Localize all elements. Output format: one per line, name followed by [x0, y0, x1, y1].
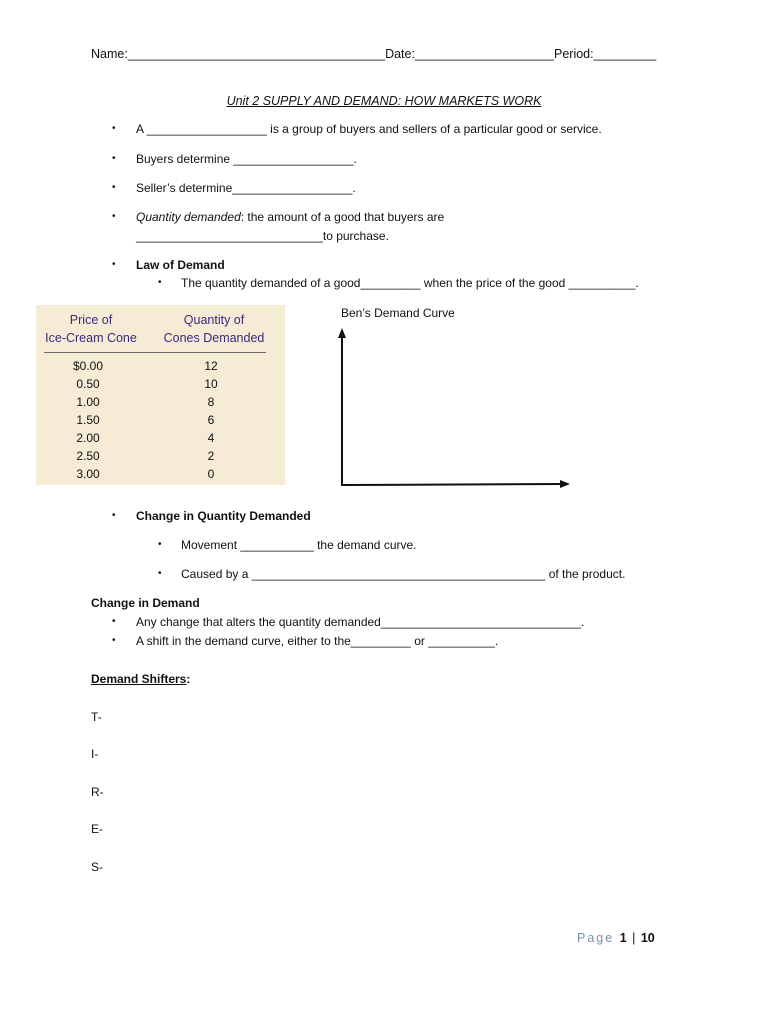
bullet-icon: • [112, 259, 116, 270]
header-line [91, 47, 656, 61]
shifter-i: I- [91, 747, 99, 761]
change-demand-label: Change in Demand [91, 596, 200, 610]
page-word: Page [577, 931, 615, 945]
qd-rest: : the amount of a good that buyers are [240, 210, 445, 224]
demand-shifters-label: Demand Shifters [91, 672, 187, 686]
qd-definition [136, 210, 444, 224]
demand-shifters-heading [91, 672, 190, 686]
bullet-icon: • [112, 153, 116, 164]
market-blank[interactable]: __________________ [146, 122, 267, 136]
sellers-line: Seller’s determine__________________. [136, 181, 356, 195]
change-qd-label: Change in Quantity Demanded [136, 509, 311, 523]
name-blank[interactable]: _____________________________________ [127, 47, 386, 61]
demand-schedule-table [36, 305, 285, 485]
market-rest: is a group of buyers and sellers of a particular good or service. [266, 122, 602, 136]
header-rule [44, 352, 266, 353]
buyers-line: Buyers determine __________________. [136, 152, 357, 166]
qd-term: Quantity demanded [136, 210, 241, 224]
qd-line2: ____________________________to purchase. [136, 229, 389, 243]
page-title: Unit 2 SUPPLY AND DEMAND: HOW MARKETS WORK [226, 94, 542, 108]
page-separator: | [632, 931, 636, 945]
table-cell-quantity: 2 [207, 449, 215, 463]
shifter-s: S- [91, 860, 103, 874]
table-cell-quantity: 6 [207, 413, 215, 427]
chart-title: Ben’s Demand Curve [341, 306, 455, 320]
change-demand-line2: A shift in the demand curve, either to the_________ or __________. [136, 634, 499, 648]
bullet-icon: • [112, 123, 116, 134]
x-axis-arrow-icon [560, 480, 570, 488]
table-cell-price: 1.00 [76, 395, 100, 409]
table-cell-quantity: 10 [204, 377, 218, 391]
table-cell-price: 2.50 [76, 449, 100, 463]
table-cell-quantity: 8 [207, 395, 215, 409]
col-header-quantity: Quantity of Cones Demanded [163, 313, 265, 345]
caused-by-line: Caused by a ____________________________________________ of the product. [181, 567, 626, 581]
demand-curve-axes [336, 326, 576, 492]
page-number: 1 [619, 931, 627, 945]
page-total: 10 [640, 931, 655, 945]
page-footer [577, 931, 655, 945]
sub-bullet-icon: • [158, 539, 162, 550]
table-cell-price: $0.00 [72, 359, 104, 373]
table-cell-quantity: 12 [204, 359, 218, 373]
bullet-icon: • [112, 616, 116, 627]
bullet-icon: • [112, 510, 116, 521]
col-header-price: Price of Ice-Cream Cone [45, 313, 137, 345]
shifter-r: R- [91, 785, 104, 799]
period-label: Period: [554, 47, 594, 61]
bullet-icon: • [112, 211, 116, 222]
sub-bullet-icon: • [158, 277, 162, 288]
period-blank[interactable]: _________ [593, 47, 657, 61]
law-of-demand-label: Law of Demand [136, 258, 225, 272]
table-cell-quantity: 0 [207, 467, 215, 481]
table-cell-price: 2.00 [76, 431, 100, 445]
shifter-e: E- [91, 822, 103, 836]
shifter-t: T- [91, 710, 102, 724]
demand-shifters-colon: : [186, 672, 191, 686]
market-definition [136, 122, 602, 136]
y-axis-arrow-icon [338, 328, 346, 338]
sub-bullet-icon: • [158, 568, 162, 579]
table-cell-price: 1.50 [76, 413, 100, 427]
bullet-icon: • [112, 182, 116, 193]
date-label: Date: [385, 47, 415, 61]
x-axis [341, 484, 562, 485]
law-of-demand-sub: The quantity demanded of a good_________ when the price of the good __________. [181, 276, 639, 290]
date-blank[interactable]: ____________________ [414, 47, 554, 61]
table-cell-price: 0.50 [76, 377, 100, 391]
table-cell-price: 3.00 [76, 467, 100, 481]
name-label: Name: [91, 47, 128, 61]
movement-line: Movement ___________ the demand curve. [181, 538, 417, 552]
bullet-icon: • [112, 635, 116, 646]
change-demand-line1: Any change that alters the quantity demanded______________________________. [136, 615, 585, 629]
table-cell-quantity: 4 [207, 431, 215, 445]
market-a: A [136, 122, 144, 136]
